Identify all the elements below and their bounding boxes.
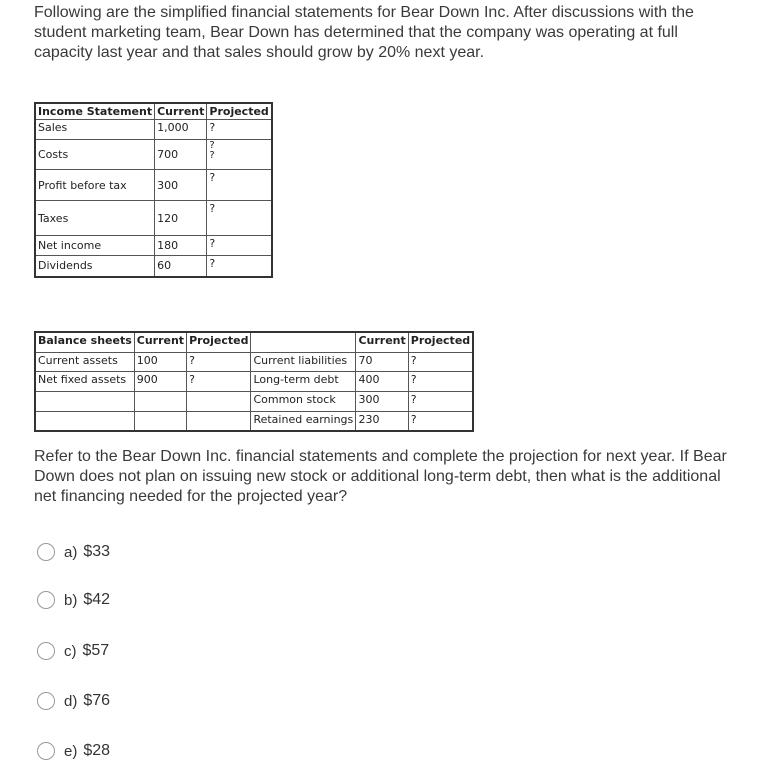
question-paragraph: Refer to the Bear Down Inc. financial statements and complete the projection for next year. If Bear Down does not plan on issuing new stock or additional long-term debt, then what is the additional net financing needed for the projected year?: [34, 448, 727, 505]
option-letter: e): [64, 742, 78, 760]
income-statement-table: [34, 102, 273, 278]
row-projected: ? ?: [207, 140, 272, 170]
radio-button[interactable]: [37, 692, 55, 710]
radio-button[interactable]: [37, 591, 55, 609]
table-row: [35, 170, 272, 201]
liability-projected: ?: [408, 371, 473, 391]
asset-projected: ?: [187, 352, 251, 371]
answer-option-b[interactable]: [37, 588, 110, 612]
asset-label: Current assets: [35, 352, 134, 371]
row-label: Sales: [35, 120, 155, 140]
asset-projected: [187, 391, 251, 411]
liability-current: 230: [356, 411, 408, 431]
table-row: [35, 352, 473, 371]
option-value: $42: [83, 591, 111, 608]
header-current: Current: [155, 103, 207, 120]
asset-current: 100: [134, 352, 186, 371]
row-label: Dividends: [35, 256, 155, 277]
option-letter: a): [64, 543, 78, 561]
table-row: [35, 201, 272, 236]
row-current: 60: [155, 256, 207, 277]
header-projected: Projected: [187, 332, 251, 352]
table-header-row: [35, 332, 473, 352]
intro-paragraph: Following are the simplified financial statements for Bear Down Inc. After discussions with the student marketing team, Bear Down has determined that the company was operating at full capacity last year and that sales should grow by 20% next year.: [34, 4, 694, 61]
radio-button[interactable]: [37, 543, 55, 561]
table-row: [35, 120, 272, 140]
asset-projected: ?: [187, 371, 251, 391]
row-current: 700: [155, 140, 207, 170]
header-projected: Projected: [207, 103, 272, 120]
answer-option-d[interactable]: [37, 689, 110, 713]
liability-label: Long-term debt: [251, 371, 356, 391]
balance-sheet-table: [34, 331, 474, 432]
row-current: 180: [155, 236, 207, 256]
asset-current: [134, 391, 186, 411]
option-value: $33: [83, 543, 111, 560]
option-letter: d): [64, 692, 78, 710]
asset-label: Net fixed assets: [35, 371, 134, 391]
liability-label: Common stock: [251, 391, 356, 411]
liability-current: 70: [356, 352, 408, 371]
header-income-statement: Income Statement: [35, 103, 155, 120]
option-letter: b): [64, 591, 78, 609]
asset-label: [35, 391, 134, 411]
option-value: $28: [83, 742, 111, 759]
answer-option-a[interactable]: [37, 540, 110, 564]
asset-label: [35, 411, 134, 431]
header-projected: Projected: [408, 332, 473, 352]
option-value: $57: [82, 642, 110, 659]
radio-button[interactable]: [37, 642, 55, 660]
liability-label: Current liabilities: [251, 352, 356, 371]
asset-projected: [187, 411, 251, 431]
liability-projected: ?: [408, 352, 473, 371]
table-row: [35, 371, 473, 391]
row-projected: ?: [207, 120, 272, 140]
header-current: Current: [356, 332, 408, 352]
liability-label: Retained earnings: [251, 411, 356, 431]
row-label: Costs: [35, 140, 155, 170]
table-row: [35, 411, 473, 431]
table-header-row: [35, 103, 272, 120]
liability-current: 300: [356, 391, 408, 411]
row-projected: ?: [207, 170, 272, 201]
table-row: [35, 391, 473, 411]
row-label: Taxes: [35, 201, 155, 236]
radio-button[interactable]: [37, 742, 55, 760]
asset-current: 900: [134, 371, 186, 391]
header-blank: [251, 332, 356, 352]
row-label: Profit before tax: [35, 170, 155, 201]
table-row: [35, 140, 272, 170]
answer-option-c[interactable]: [37, 639, 109, 663]
liability-projected: ?: [408, 391, 473, 411]
liability-current: 400: [356, 371, 408, 391]
row-projected: ?: [207, 256, 272, 277]
option-letter: c): [64, 642, 77, 660]
row-projected: ?: [207, 201, 272, 236]
row-label: Net income: [35, 236, 155, 256]
header-current: Current: [134, 332, 186, 352]
asset-current: [134, 411, 186, 431]
row-projected: ?: [207, 236, 272, 256]
header-balance-sheets: Balance sheets: [35, 332, 134, 352]
row-current: 120: [155, 201, 207, 236]
row-current: 300: [155, 170, 207, 201]
liability-projected: ?: [408, 411, 473, 431]
answer-option-e[interactable]: [37, 739, 110, 763]
row-current: 1,000: [155, 120, 207, 140]
table-row: [35, 256, 272, 277]
table-row: [35, 236, 272, 256]
option-value: $76: [83, 692, 111, 709]
